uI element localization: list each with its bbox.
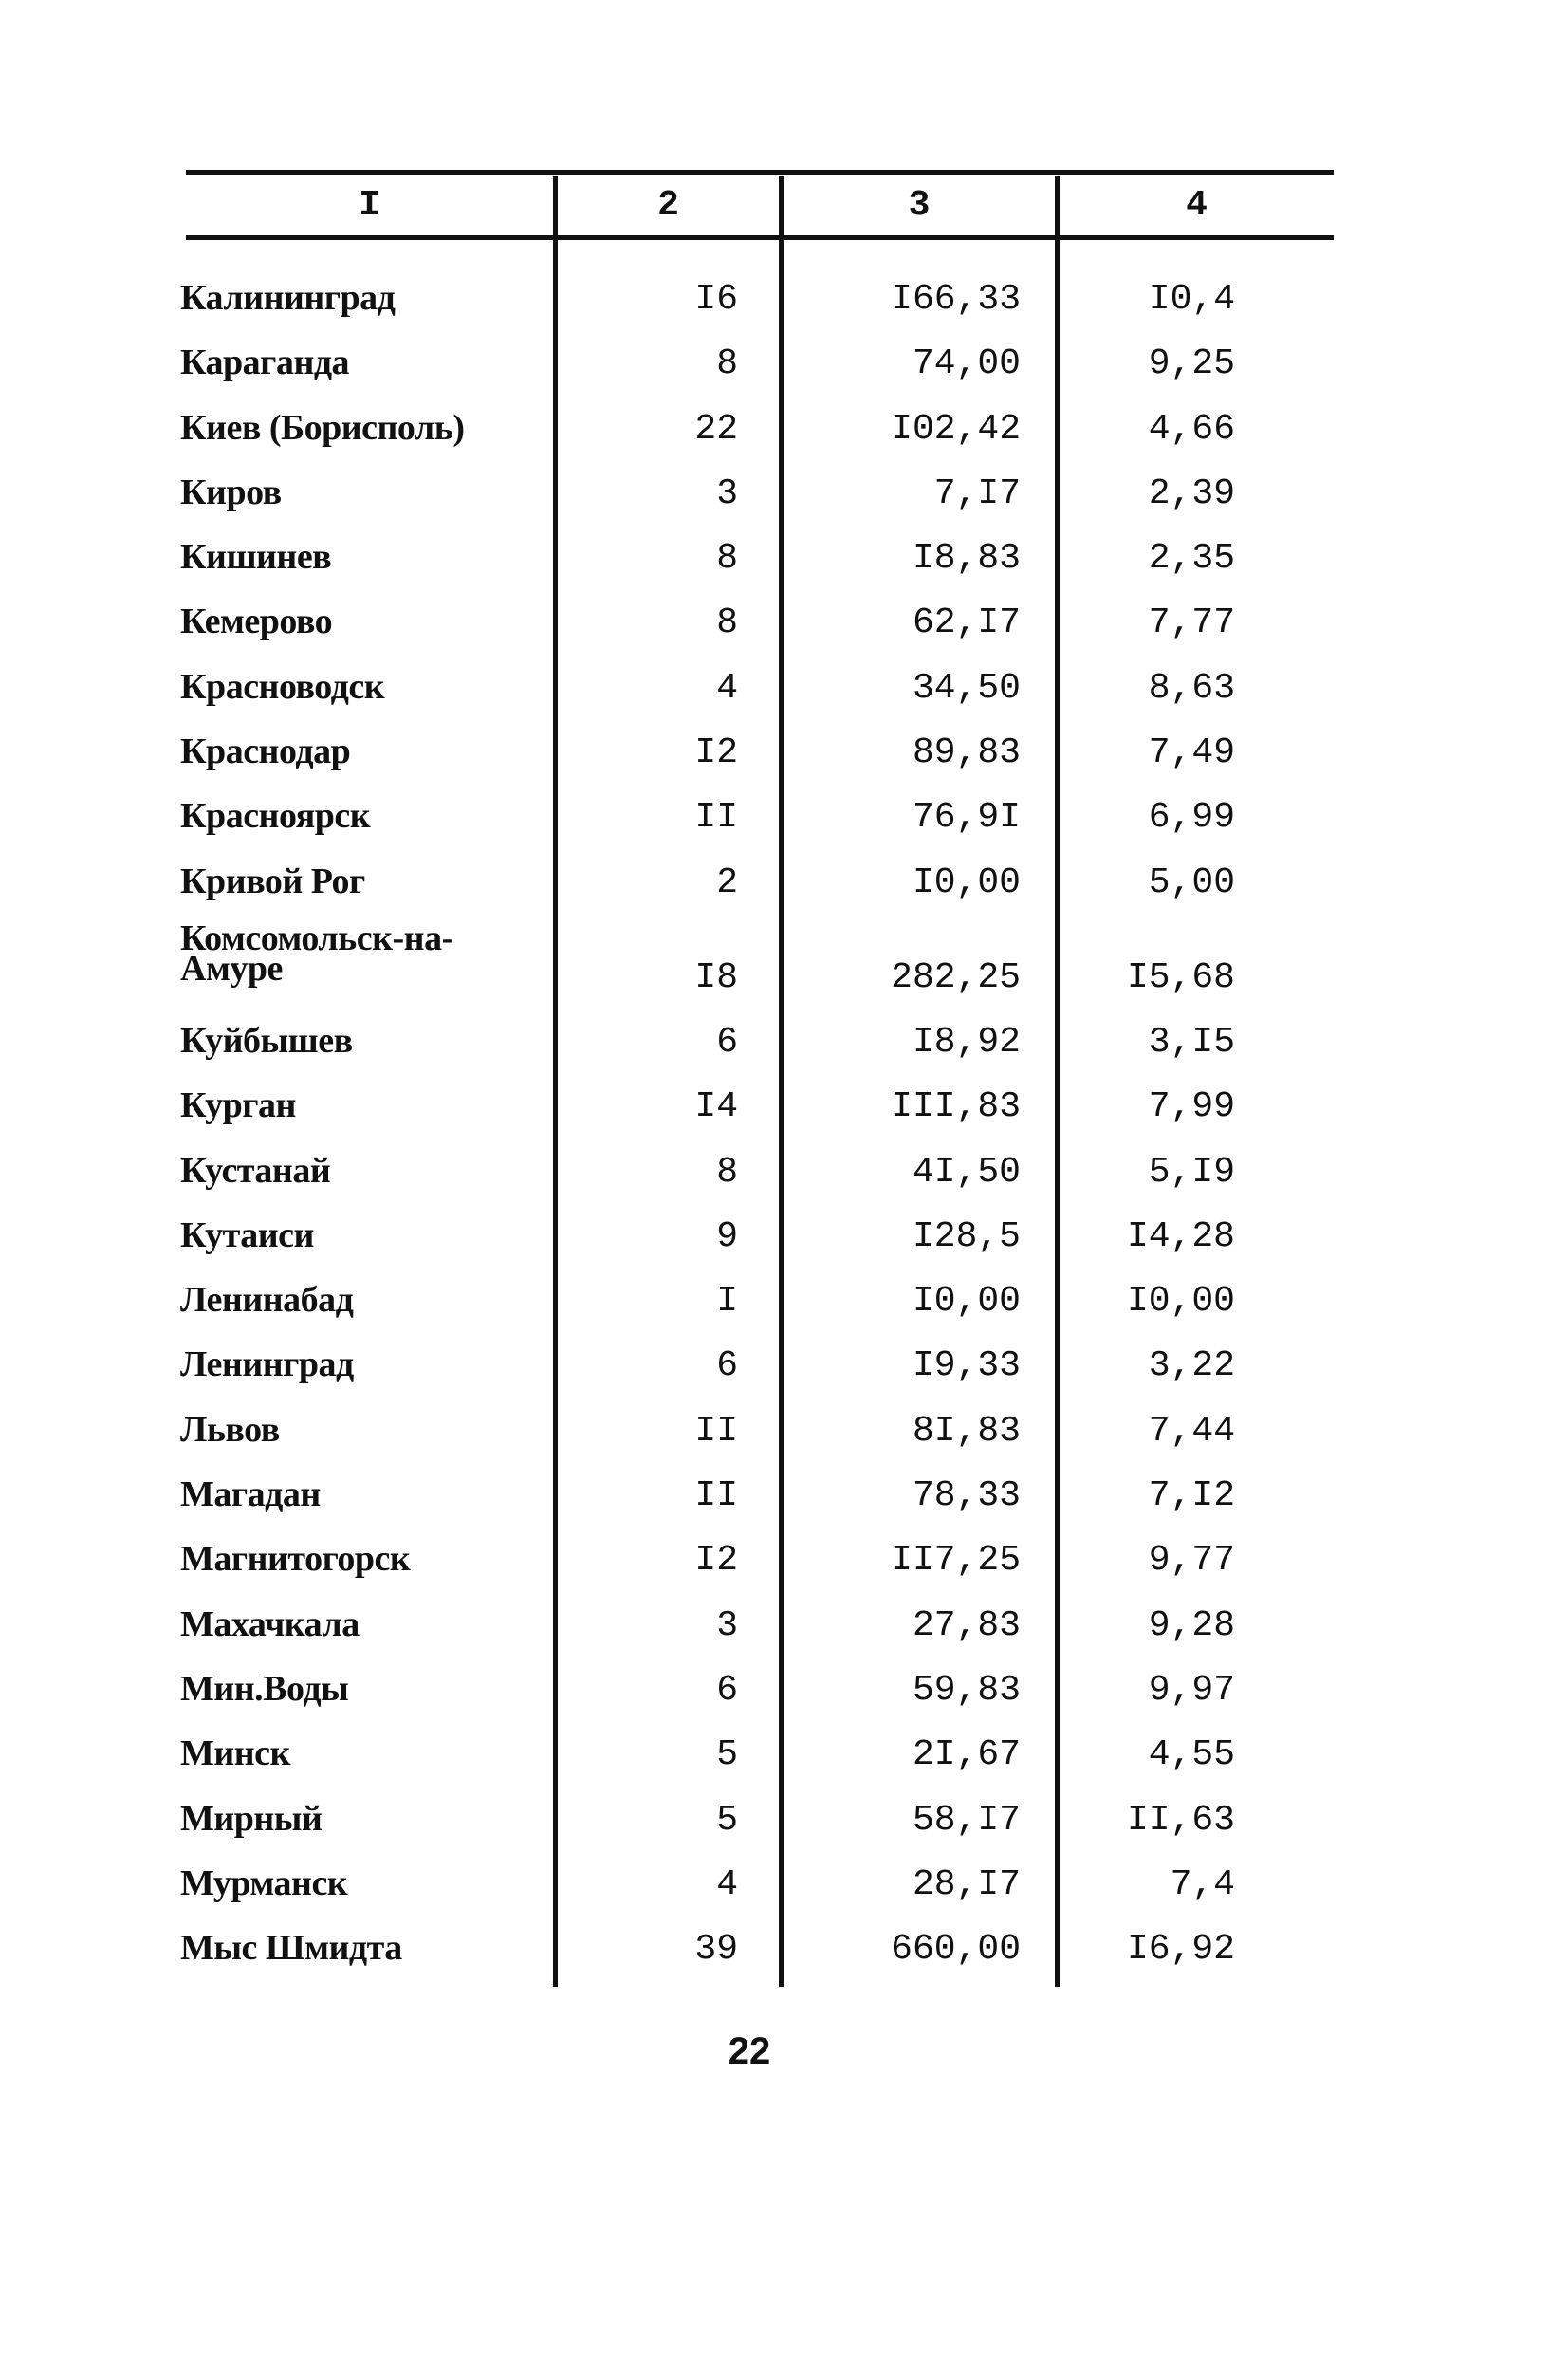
table-row — [0, 1018, 1568, 1083]
column-4-cell: 7,99 — [1148, 1086, 1235, 1128]
column-2-cell: II — [694, 1475, 738, 1517]
column-3-cell: 28,I7 — [912, 1863, 1021, 1905]
city-name-cell: Ленинабад — [180, 1280, 354, 1321]
city-name-cell: Кемерово — [180, 602, 333, 642]
table-row — [0, 1277, 1568, 1342]
column-4-cell: 7,44 — [1148, 1410, 1235, 1452]
column-2-cell: II — [694, 797, 738, 839]
city-name-cell: Мин.Воды — [180, 1668, 349, 1709]
column-2-cell: 4 — [716, 667, 738, 709]
city-name-cell: Львов — [180, 1409, 280, 1450]
column-3-cell: I66,33 — [891, 279, 1021, 320]
table-top-rule — [186, 170, 1334, 175]
city-name-cell: Мирный — [180, 1798, 323, 1839]
column-4-cell: 3,I5 — [1148, 1021, 1235, 1063]
column-3-cell: I8,92 — [912, 1021, 1021, 1063]
column-3-cell: I0,00 — [912, 862, 1021, 903]
table-row — [0, 1602, 1568, 1666]
column-4-cell: 4,55 — [1148, 1734, 1235, 1776]
column-2-cell: I — [716, 1281, 738, 1323]
table-row — [0, 1666, 1568, 1731]
table-header-rule — [186, 235, 1334, 240]
column-header-3: 3 — [908, 185, 931, 226]
table-row — [0, 1536, 1568, 1601]
column-2-cell: 6 — [716, 1021, 738, 1063]
column-2-cell: 2 — [716, 862, 738, 903]
column-4-cell: 7,49 — [1148, 732, 1235, 774]
city-name-cell: Магадан — [180, 1474, 321, 1515]
table-row — [0, 405, 1568, 470]
column-2-cell: 4 — [716, 1863, 738, 1905]
city-name-cell: Киров — [180, 472, 282, 512]
column-4-cell: 7,4 — [1170, 1863, 1235, 1905]
city-name-cell: Курган — [180, 1085, 296, 1126]
city-name-cell: Кутаиси — [180, 1214, 314, 1255]
column-3-cell: 62,I7 — [912, 602, 1021, 644]
column-2-cell: 6 — [716, 1669, 738, 1711]
column-2-cell: I6 — [694, 279, 738, 320]
column-3-cell: 89,83 — [912, 732, 1021, 774]
column-4-cell: 6,99 — [1148, 797, 1235, 839]
city-name-cell: Кишинев — [180, 537, 332, 578]
column-2-cell: 39 — [694, 1929, 738, 1971]
column-3-cell: I9,33 — [912, 1345, 1021, 1387]
table-row — [0, 534, 1568, 599]
column-2-cell: II — [694, 1410, 738, 1452]
column-3-cell: 34,50 — [912, 667, 1021, 709]
column-2-cell: 6 — [716, 1345, 738, 1387]
column-3-cell: I28,5 — [912, 1215, 1021, 1257]
table-row — [0, 1342, 1568, 1406]
city-name-cell: Караганда — [180, 343, 350, 383]
column-4-cell: 5,00 — [1148, 862, 1235, 903]
city-name-cell: Калининград — [180, 278, 396, 318]
table-row — [0, 1796, 1568, 1861]
table-row — [0, 275, 1568, 340]
column-4-cell: 9,77 — [1148, 1540, 1235, 1582]
column-2-cell: 5 — [716, 1734, 738, 1776]
column-4-cell: I6,92 — [1126, 1929, 1235, 1971]
table-row — [0, 340, 1568, 404]
city-name-cell: Мурманск — [180, 1862, 348, 1903]
column-3-cell: 8I,83 — [912, 1410, 1021, 1452]
table-row — [0, 1083, 1568, 1147]
table-row — [0, 793, 1568, 858]
table-row — [0, 859, 1568, 923]
column-3-cell: 282,25 — [891, 956, 1021, 998]
column-4-cell: 9,25 — [1148, 343, 1235, 385]
column-2-cell: 8 — [716, 343, 738, 385]
city-name-cell: Махачкала — [180, 1603, 360, 1644]
city-name-cell: Мыс Шмидта — [180, 1928, 402, 1969]
column-header-4: 4 — [1186, 185, 1208, 226]
column-2-cell: 22 — [694, 408, 738, 450]
city-name-cell: Краснодар — [180, 732, 351, 772]
column-3-cell: 74,00 — [912, 343, 1021, 385]
column-4-cell: I0,00 — [1126, 1281, 1235, 1323]
table-row — [0, 1925, 1568, 1990]
column-header-2: 2 — [657, 185, 679, 226]
column-3-cell: 76,9I — [912, 797, 1021, 839]
column-3-cell: 78,33 — [912, 1475, 1021, 1517]
city-name-cell: Минск — [180, 1733, 290, 1774]
table-row — [0, 1472, 1568, 1536]
column-3-cell: 2I,67 — [912, 1734, 1021, 1776]
column-4-cell: 4,66 — [1148, 408, 1235, 450]
table-row — [0, 664, 1568, 729]
city-name-cell: Кривой Рог — [180, 861, 365, 901]
city-name-cell: Киев (Борисполь) — [180, 407, 465, 448]
table-row — [0, 729, 1568, 793]
column-2-cell: 3 — [716, 472, 738, 514]
column-4-cell: I0,4 — [1148, 279, 1235, 320]
column-2-cell: I2 — [694, 732, 738, 774]
column-2-cell: I8 — [694, 956, 738, 998]
column-4-cell: 2,35 — [1148, 538, 1235, 580]
table-row — [0, 1213, 1568, 1277]
column-4-cell: 3,22 — [1148, 1345, 1235, 1387]
city-name-cell: Ленинград — [180, 1344, 354, 1385]
column-4-cell: II,63 — [1126, 1799, 1235, 1841]
city-name-cell: Красноводск — [180, 666, 385, 707]
column-header-1: I — [359, 185, 380, 226]
column-3-cell: 7,I7 — [933, 472, 1021, 514]
city-name-cell: Комсомольск-на-Амуре — [180, 917, 453, 989]
column-4-cell: 9,97 — [1148, 1669, 1235, 1711]
column-4-cell: 5,I9 — [1148, 1151, 1235, 1193]
column-4-cell: 9,28 — [1148, 1604, 1235, 1646]
column-2-cell: 9 — [716, 1215, 738, 1257]
column-2-cell: 8 — [716, 602, 738, 644]
column-3-cell: I0,00 — [912, 1281, 1021, 1323]
column-2-cell: 5 — [716, 1799, 738, 1841]
column-2-cell: I4 — [694, 1086, 738, 1128]
column-4-cell: 7,I2 — [1148, 1475, 1235, 1517]
table-row — [0, 1861, 1568, 1925]
column-4-cell: 2,39 — [1148, 472, 1235, 514]
city-name-cell: Магнитогорск — [180, 1539, 411, 1580]
column-2-cell: I2 — [694, 1540, 738, 1582]
city-name-cell: Куйбышев — [180, 1020, 353, 1061]
table-row — [0, 599, 1568, 663]
table-body — [0, 275, 1568, 1990]
column-3-cell: 4I,50 — [912, 1151, 1021, 1193]
column-3-cell: I02,42 — [891, 408, 1021, 450]
table-row — [0, 1148, 1568, 1213]
table-row — [0, 470, 1568, 534]
table-row — [0, 1407, 1568, 1472]
column-4-cell: I4,28 — [1126, 1215, 1235, 1257]
column-3-cell: 59,83 — [912, 1669, 1021, 1711]
column-3-cell: 660,00 — [891, 1929, 1021, 1971]
column-2-cell: 8 — [716, 538, 738, 580]
column-2-cell: 8 — [716, 1151, 738, 1193]
column-3-cell: 58,I7 — [912, 1799, 1021, 1841]
column-3-cell: II7,25 — [891, 1540, 1021, 1582]
column-3-cell: I8,83 — [912, 538, 1021, 580]
city-name-cell: Красноярск — [180, 796, 371, 837]
column-4-cell: I5,68 — [1126, 956, 1235, 998]
table-row — [0, 917, 1568, 1018]
column-4-cell: 8,63 — [1148, 667, 1235, 709]
column-2-cell: 3 — [716, 1604, 738, 1646]
table-row — [0, 1731, 1568, 1795]
column-3-cell: III,83 — [891, 1086, 1021, 1128]
column-3-cell: 27,83 — [912, 1604, 1021, 1646]
city-name-cell: Кустанай — [180, 1150, 331, 1191]
column-4-cell: 7,77 — [1148, 602, 1235, 644]
page-number: 22 — [728, 2030, 771, 2072]
